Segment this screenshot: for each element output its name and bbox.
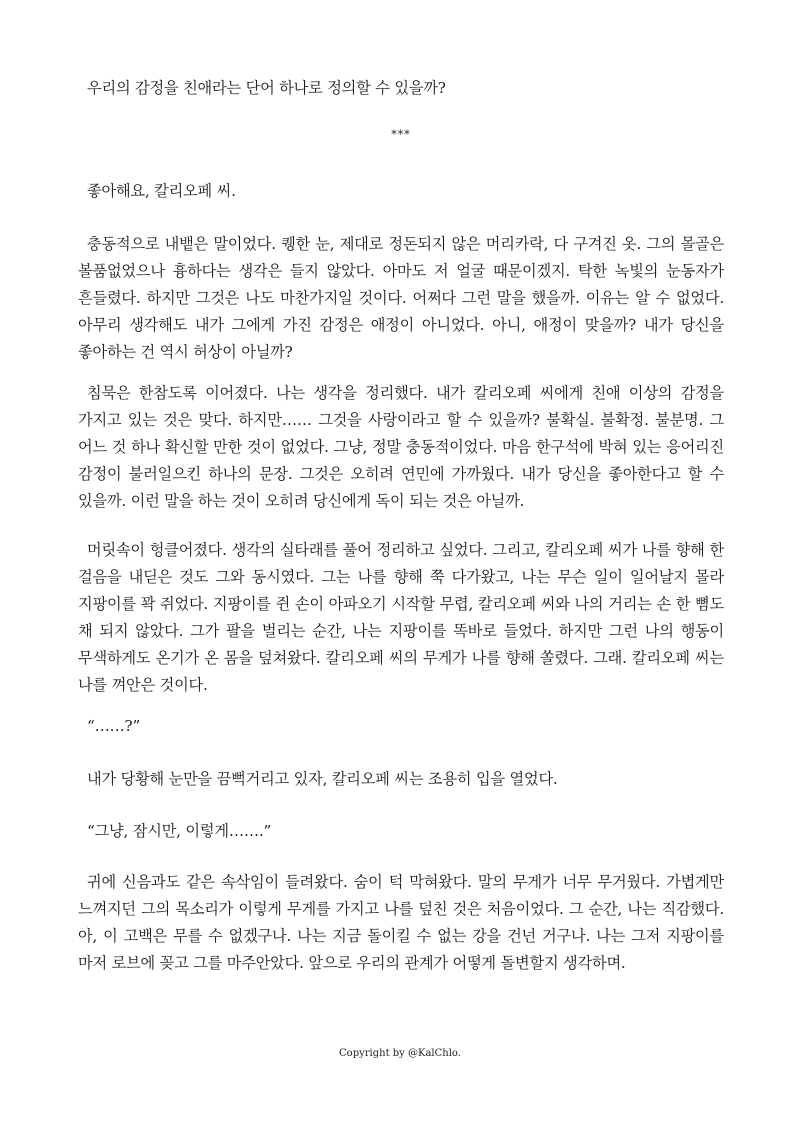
paragraph-reaction: 내가 당황해 눈만을 끔뻑거리고 있자, 칼리오페 씨는 조용히 입을 열었다. (87, 770, 558, 788)
paragraph-confession: 좋아해요, 칼리오페 씨. (87, 182, 236, 200)
paragraph-question: 우리의 감정을 친애라는 단어 하나로 정의할 수 있을까? (87, 79, 446, 97)
paragraph-realization: 귀에 신음과도 같은 속삭임이 들려왔다. 숨이 턱 막혀왔다. 말의 무게가 너무 무거웠다. 가볍게만 느껴지던 그의 목소리가 이렇게 무게를 가지고 나를 덮친 것은 처음이었다. 그 순간, 나는 직감했다. 아, 이 고백은 무를 수 없겠구나. 나는 지금 돌이킬 수 없는 강을 건넌 거구나. 나는 그저 지팡이를 마저 로브에 꽂고 그를 마주안았다. 앞으로 우리의 관계가 어떻게 돌변할지 생각하며. (78, 873, 724, 972)
copyright-footer: Copyright by @KalChlo. (339, 1048, 461, 1059)
document-page (78, 0, 724, 1132)
paragraph-embrace: 머릿속이 헝클어졌다. 생각의 실타래를 풀어 정리하고 싶었다. 그리고, 칼리오페 씨가 나를 향해 한 걸음을 내딛은 것도 그와 동시였다. 그는 나를 향해 쭉 다가왔고, 나는 무슨 일이 일어날지 몰라 지팡이를 꽉 쥐었다. 지팡이를 쥔 손이 아파오기 시작할 무렵, 칼리오페 씨와 나의 거리는 손 한 뼘도 채 되지 않았다. 그가 팔을 벌리는 순간, 나는 지팡이를 똑바로 들었다. 하지만 그런 나의 행동이 무색하게도 온기가 온 몸을 덮쳐왔다. 칼리오페 씨의 무게가 나를 향해 쏠렸다. 그래. 칼리오페 씨는 나를 껴안은 것이다. (78, 541, 724, 694)
paragraph-dialogue-plea: “그냥, 잠시만, 이렇게…….” (87, 822, 272, 840)
paragraph-silence: 침묵은 한참도록 이어졌다. 나는 생각을 정리했다. 내가 칼리오페 씨에게 친애 이상의 감정을 가지고 있는 것은 맞다. 하지만…… 그것을 사랑이라고 할 수 있을까? 불확실. 불확정. 불분명. 그 어느 것 하나 확신할 만한 것이 없었다. 그냥, 정말 충동적이었다. 마음 한구석에 박혀 있는 응어리진 감정이 불러일으킨 하나의 문장. 그것은 오히려 연민에 가까웠다. 내가 당신을 좋아한다고 할 수 있을까. 이런 말을 하는 것이 오히려 당신에게 독이 되는 것은 아닐까. (78, 384, 724, 510)
section-separator: *** (391, 128, 411, 141)
paragraph-dialogue-question: “……?” (87, 717, 141, 735)
paragraph-impulse: 충동적으로 내뱉은 말이었다. 퀭한 눈, 제대로 정돈되지 않은 머리카락, 다 구겨진 옷. 그의 몰골은 볼품없었으나 흉하다는 생각은 들지 않았다. 아마도 저 얼굴 때문이겠지. 탁한 녹빛의 눈동자가 흔들렸다. 하지만 그것은 나도 마찬가지일 것이다. 어쩌다 그런 말을 했을까. 이유는 알 수 없었다. 아무리 생각해도 내가 그에게 가진 감정은 애정이 아니었다. 아니, 애정이 맞을까? 내가 당신을 좋아하는 건 역시 허상이 아닐까? (78, 235, 724, 361)
